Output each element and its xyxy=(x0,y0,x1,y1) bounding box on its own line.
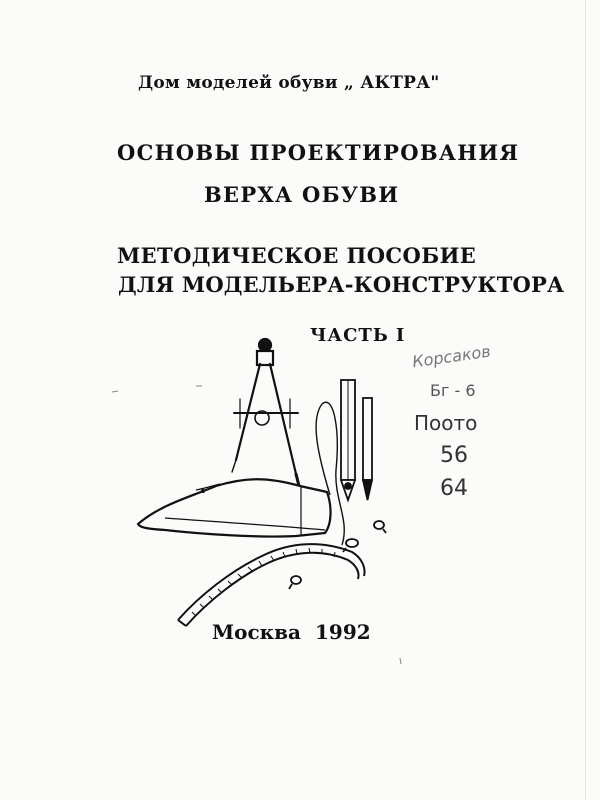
book-title-line-2: ВЕРХА ОБУВИ xyxy=(204,182,400,207)
book-subtitle-line-1: МЕТОДИЧЕСКОЕ ПОСОБИЕ xyxy=(117,243,477,268)
pencil-icon xyxy=(341,380,372,500)
imprint-city: Москва xyxy=(212,620,301,644)
book-subtitle-line-2: ДЛЯ МОДЕЛЬЕРА-КОНСТРУКТОРА xyxy=(118,272,565,297)
compass-icon xyxy=(232,339,299,486)
measuring-tape-icon xyxy=(178,544,365,626)
handwritten-note-2: Бг - 6 xyxy=(430,381,476,400)
publisher-line: Дом моделей обуви „ АКТРА" xyxy=(138,73,440,93)
handwritten-note-1: Корсаков xyxy=(411,341,492,372)
handwritten-note-3: Поото xyxy=(414,411,478,435)
handwritten-note-4: 56 xyxy=(440,443,468,468)
part-label: ЧАСТЬ I xyxy=(310,325,406,346)
imprint-year: 1992 xyxy=(315,620,371,644)
handwritten-note-5: 64 xyxy=(440,476,468,501)
book-title-line-1: ОСНОВЫ ПРОЕКТИРОВАНИЯ xyxy=(117,140,520,165)
shoe-icon xyxy=(138,479,331,536)
